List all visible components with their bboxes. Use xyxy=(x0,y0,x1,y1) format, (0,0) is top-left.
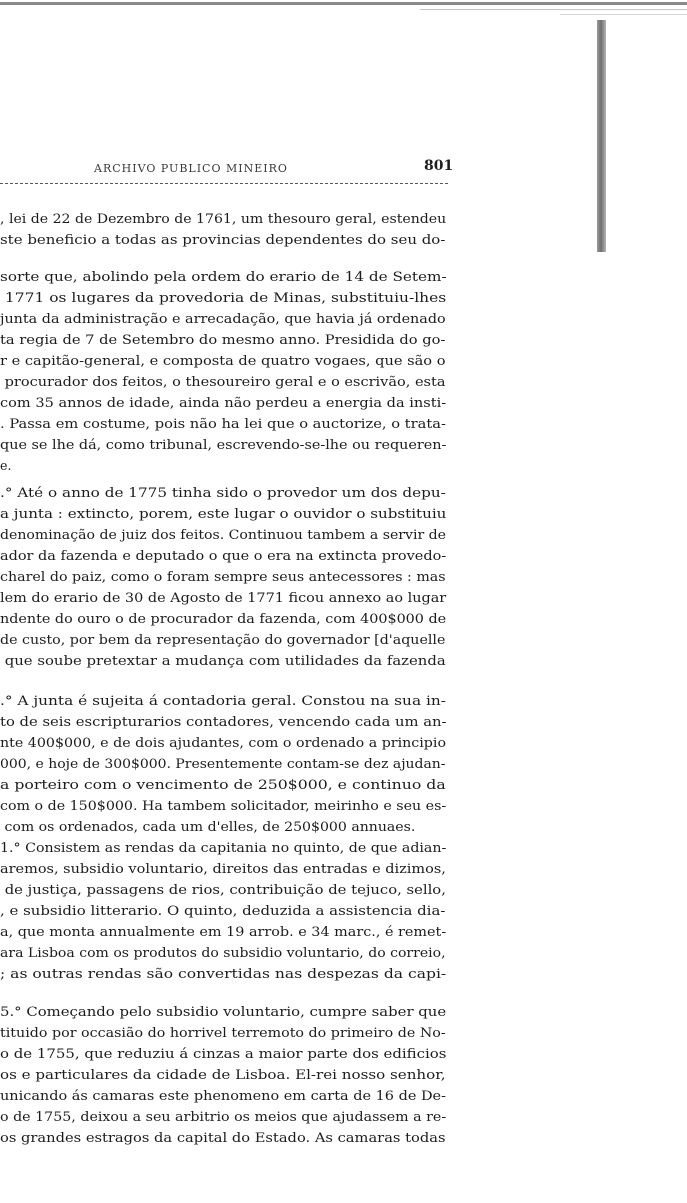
text-line: 1771 os lugares da provedoria de Minas, substituiu-lhes xyxy=(0,290,447,305)
text-line: 000, e hoje de 300$000. Presentemente contam-se dez ajudan- xyxy=(0,756,446,771)
text-line: denominação de juiz dos feitos. Continuou tambem a servir de xyxy=(0,527,447,542)
page-number: 801 xyxy=(424,158,454,174)
text-line: com o de 150$000. Ha tambem solicitador, meirinho e seu es- xyxy=(0,798,447,813)
scan-top-edge xyxy=(560,14,687,15)
text-line: . Passa em costume, pois não ha lei que o auctorize, o trata- xyxy=(0,416,446,431)
text-line: unicando ás camaras este phenomeno em carta de 16 de De- xyxy=(0,1088,446,1103)
text-line: de custo, por bem da representação do governador [d'aquelle xyxy=(0,632,446,647)
text-line: que se lhe dá, como tribunal, escrevendo-se-lhe ou requeren- xyxy=(0,437,447,452)
running-head: ARCHIVO PUBLICO MINEIRO xyxy=(94,162,288,175)
header-rule xyxy=(0,183,448,185)
text-line: 1.° Consistem as rendas da capitania no quinto, de que adian- xyxy=(0,840,447,855)
text-line: ta regia de 7 de Setembro do mesmo anno. Presidida do go- xyxy=(0,332,446,347)
text-line: os e particulares da cidade de Lisboa. El-rei nosso senhor, xyxy=(0,1067,446,1082)
text-line: com 35 annos de idade, ainda não perdeu a energia da insti- xyxy=(0,395,447,410)
text-line: .° A junta é sujeita á contadoria geral. Constou na sua in- xyxy=(0,693,446,708)
text-line: , e subsidio litterario. O quinto, deduzida a assistencia dia- xyxy=(0,903,446,918)
text-line: ndente do ouro o de procurador da fazenda, com 400$000 de xyxy=(0,611,447,626)
text-line: junta da administração e arrecadação, que havia já ordenado xyxy=(0,311,446,326)
text-line: ara Lisboa com os produtos do subsidio voluntario, do correio, xyxy=(0,945,446,960)
text-line: com os ordenados, cada um d'elles, de 250$000 annuaes. xyxy=(0,819,416,834)
text-line: , lei de 22 de Dezembro de 1761, um thesouro geral, estendeu xyxy=(0,211,447,226)
text-line: e. xyxy=(0,458,12,473)
page-binding-shadow xyxy=(597,20,606,252)
text-line: a junta : extincto, porem, este lugar o ouvidor o substituiu xyxy=(0,506,447,521)
text-line: o de 1755, que reduziu á cinzas a maior parte dos edificios xyxy=(0,1046,447,1061)
text-line: .° Até o anno de 1775 tinha sido o provedor um dos depu- xyxy=(0,485,446,500)
text-line: r e capitão-general, e composta de quatro vogaes, que são o xyxy=(0,353,446,368)
text-line: o de 1755, deixou a seu arbitrio os meios que ajudassem a re- xyxy=(0,1109,447,1124)
text-line: que soube pretextar a mudança com utilidades da fazenda xyxy=(0,653,446,668)
text-line: to de seis escripturarios contadores, vencendo cada um an- xyxy=(0,714,447,729)
text-line: ; as outras rendas são convertidas nas despezas da capi- xyxy=(0,966,447,981)
scan-top-edge xyxy=(420,9,687,10)
text-line: a, que monta annualmente em 19 arrob. e 34 marc., é remet- xyxy=(0,924,447,939)
text-line: charel do paiz, como o foram sempre seus antecessores : mas xyxy=(0,569,446,584)
text-line: 5.° Começando pelo subsidio voluntario, cumpre saber que xyxy=(0,1004,447,1019)
text-line: a porteiro com o vencimento de 250$000, e continuo da xyxy=(0,777,446,792)
text-line: procurador dos feitos, o thesoureiro geral e o escrivão, esta xyxy=(0,374,446,389)
text-line: tituido por occasião do horrivel terremoto do primeiro de No- xyxy=(0,1025,446,1040)
text-line: nte 400$000, e de dois ajudantes, com o ordenado a principio xyxy=(0,735,447,750)
text-line: sorte que, abolindo pela ordem do erario de 14 de Setem- xyxy=(0,269,447,284)
page-header xyxy=(0,158,456,180)
text-line: de justiça, passagens de rios, contribuição de tejuco, sello, xyxy=(0,882,446,897)
text-line: ste beneficio a todas as provincias dependentes do seu do- xyxy=(0,232,446,247)
text-line: lem do erario de 30 de Agosto de 1771 ficou annexo ao lugar xyxy=(0,590,447,605)
text-line: os grandes estragos da capital do Estado. As camaras todas xyxy=(0,1130,446,1145)
text-line: ador da fazenda e deputado o que o era na extincta provedo- xyxy=(0,548,447,563)
scan-top-edge xyxy=(0,2,687,5)
text-line: aremos, subsidio voluntario, direitos das entradas e dizimos, xyxy=(0,861,446,876)
